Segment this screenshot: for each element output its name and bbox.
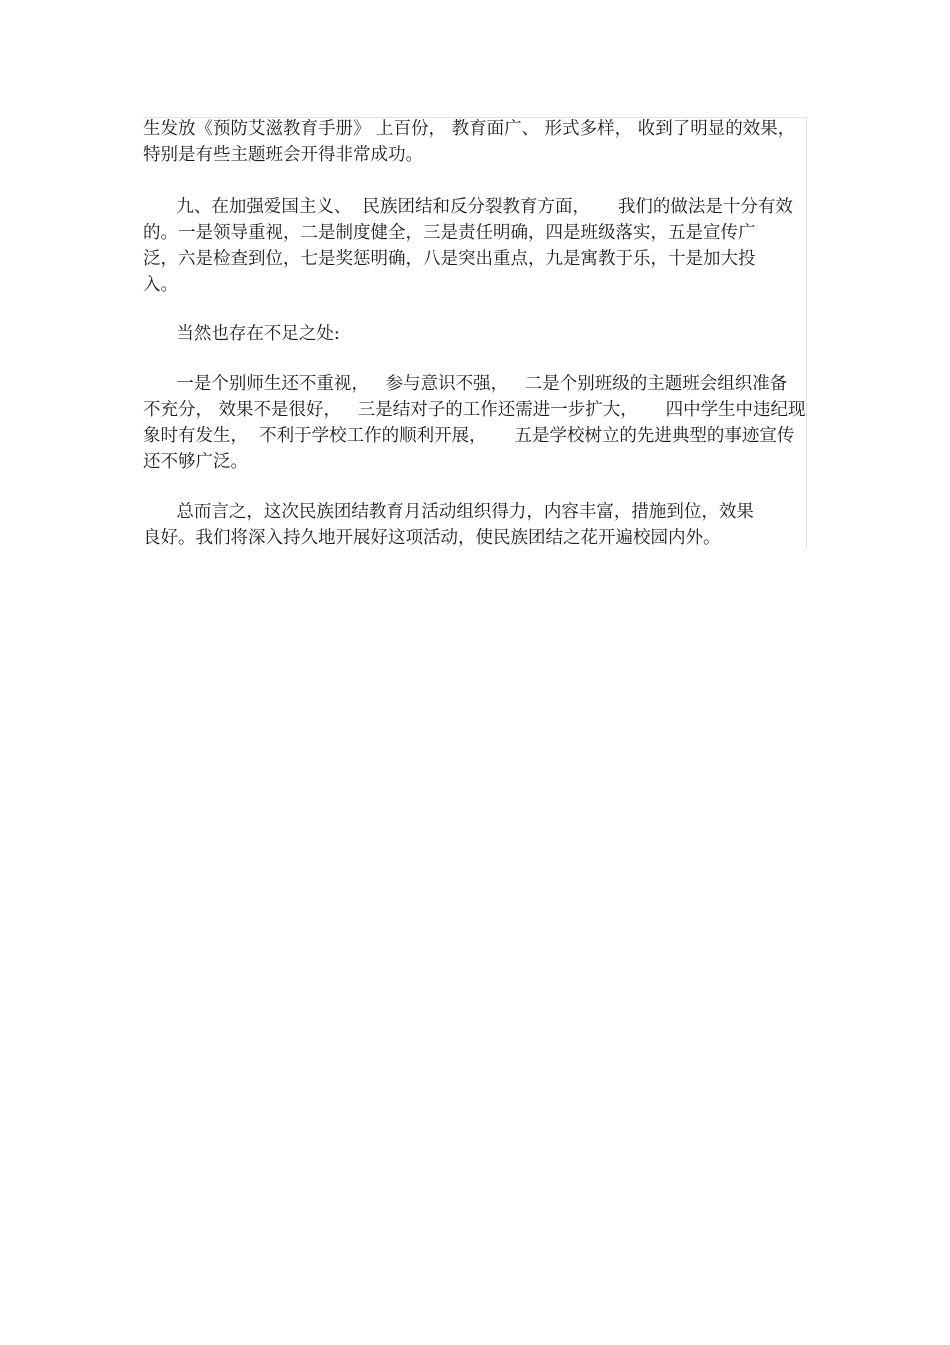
text-line: 特别是有些主题班会开得非常成功。 [143,145,423,165]
text-line: 良好。我们将深入持久地开展好这项活动，使民族团结之花开遍校园内外。 [143,528,721,548]
text-line: 入。 [143,275,178,295]
text-line: 九、在加强爱国主义、 民族团结和反分裂教育方面， 我们的做法是十分有效 [143,197,793,217]
text-line: 一是个别师生还不重视， 参与意识不强， 二是个别班级的主题班会组织准备 [143,374,788,394]
text-line: 泛，六是检查到位，七是奖惩明确，八是突出重点，九是寓教于乐，十是加大投 [143,249,756,269]
document-text-block [143,117,807,549]
text-line: 的。一是领导重视，二是制度健全，三是责任明确，四是班级落实，五是宣传广 [143,223,756,243]
text-line: 还不够广泛。 [143,452,248,472]
text-line: 总而言之，这次民族团结教育月活动组织得力，内容丰富，措施到位，效果 [143,502,754,522]
text-line: 当然也存在不足之处: [143,324,340,344]
text-line: 不充分， 效果不是很好， 三是结对子的工作还需进一步扩大， 四中学生中违纪现 [143,400,806,420]
text-line: 象时有发生， 不利于学校工作的顺利开展， 五是学校树立的先进典型的事迹宣传 [143,426,795,446]
text-line: 生发放《预防艾滋教育手册》 上百份， 教育面广、 形式多样， 收到了明显的效果， [143,119,796,139]
